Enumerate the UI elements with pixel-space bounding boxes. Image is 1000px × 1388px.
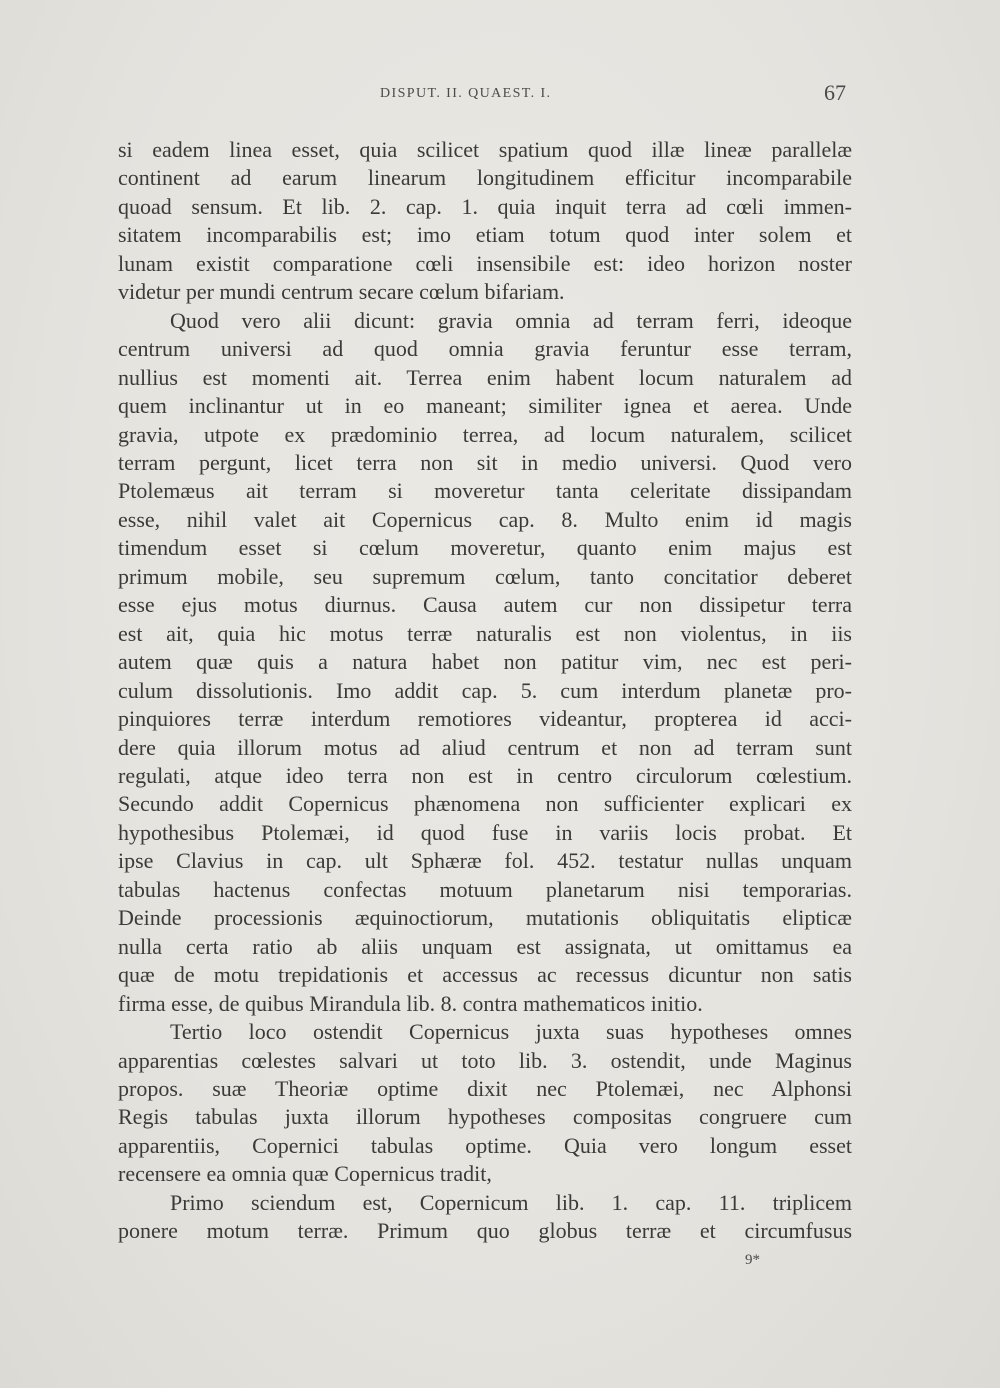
text-line: ponere motum terræ. Primum quo globus terræ et circumfusus xyxy=(118,1218,852,1244)
text-line: pinquiores terræ interdum remotiores videantur, propterea id acci- xyxy=(118,706,852,732)
text-line: timendum esset si cœlum moveretur, quanto enim majus est xyxy=(118,535,852,561)
text-line: nulla certa ratio ab aliis unquam est assignata, ut omittamus ea xyxy=(118,933,852,959)
text-line: lunam existit comparatione cœli insensibile est: ideo horizon noster xyxy=(118,250,852,276)
text-line: esse ejus motus diurnus. Causa autem cur non dissipetur terra xyxy=(118,592,852,618)
text-line: hypothesibus Ptolemæi, id quod fuse in variis locis probat. Et xyxy=(118,819,852,845)
text-line: est ait, quia hic motus terræ naturalis est non violentus, in iis xyxy=(118,620,852,646)
text-line: recensere ea omnia quæ Copernicus tradit, xyxy=(118,1161,492,1187)
text-line: sitatem incomparabilis est; imo etiam totum quod inter solem et xyxy=(118,222,852,248)
text-line: ipse Clavius in cap. ult Sphæræ fol. 452. testatur nullas unquam xyxy=(118,848,852,874)
text-line: Ptolemæus ait terram si moveretur tanta celeritate dissipandam xyxy=(118,478,852,504)
body-text xyxy=(118,136,852,1246)
text-line: Deinde processionis æquinoctiorum, mutationis obliquitatis elipticæ xyxy=(118,905,852,931)
text-line: Regis tabulas juxta illorum hypotheses compositas congruere cum xyxy=(118,1104,852,1130)
text-line: nullius est momenti ait. Terrea enim habent locum naturalem ad xyxy=(118,364,852,390)
text-line: Quod vero alii dicunt: gravia omnia ad terram ferri, ideoque xyxy=(170,307,852,333)
text-line: Secundo addit Copernicus phænomena non sufficienter explicari ex xyxy=(118,791,852,817)
text-line: dere quia illorum motus ad aliud centrum et non ad terram sunt xyxy=(118,734,852,760)
text-line: Tertio loco ostendit Copernicus juxta suas hypotheses omnes xyxy=(170,1019,852,1045)
text-line: quæ de motu trepidationis et accessus ac recessus dicuntur non satis xyxy=(118,962,852,988)
text-line: quoad sensum. Et lib. 2. cap. 1. quia inquit terra ad cœli immen- xyxy=(118,193,852,219)
text-line: primum mobile, seu supremum cœlum, tanto concitatior deberet xyxy=(118,563,852,589)
text-line: apparentias cœlestes salvari ut toto lib. 3. ostendit, unde Maginus xyxy=(118,1047,852,1073)
text-line: culum dissolutionis. Imo addit cap. 5. cum interdum planetæ pro- xyxy=(118,677,852,703)
text-line: propos. suæ Theoriæ optime dixit nec Ptolemæi, nec Alphonsi xyxy=(118,1075,852,1101)
signature-mark: 9* xyxy=(745,1252,760,1268)
text-line: centrum universi ad quod omnia gravia feruntur esse terram, xyxy=(118,336,852,362)
text-line: gravia, utpote ex prædominio terrea, ad locum naturalem, scilicet xyxy=(118,421,852,447)
text-line: videtur per mundi centrum secare cœlum bifariam. xyxy=(118,279,565,305)
text-line: apparentiis, Copernici tabulas optime. Quia vero longum esset xyxy=(118,1132,852,1158)
text-line: firma esse, de quibus Mirandula lib. 8. contra mathematicos initio. xyxy=(118,990,703,1016)
text-line: esse, nihil valet ait Copernicus cap. 8. Multo enim id magis xyxy=(118,506,852,532)
page-number: 67 xyxy=(824,80,846,105)
running-title: DISPUT. II. QUAEST. I. xyxy=(380,86,552,101)
text-line: continent ad earum linearum longitudinem efficitur incomparabile xyxy=(118,165,852,191)
text-line: terram pergunt, licet terra non sit in medio universi. Quod vero xyxy=(118,449,852,475)
text-line: Primo sciendum est, Copernicum lib. 1. cap. 11. triplicem xyxy=(170,1189,852,1215)
text-line: si eadem linea esset, quia scilicet spatium quod illæ lineæ parallelæ xyxy=(118,137,852,162)
text-line: autem quæ quis a natura habet non patitur vim, nec est peri- xyxy=(118,649,852,675)
text-line: regulati, atque ideo terra non est in centro circulorum cœlestium. xyxy=(118,762,852,788)
text-line: tabulas hactenus confectas motuum planetarum nisi temporarias. xyxy=(118,876,852,902)
text-line: quem inclinantur ut in eo maneant; similiter ignea et aerea. Unde xyxy=(118,393,852,419)
